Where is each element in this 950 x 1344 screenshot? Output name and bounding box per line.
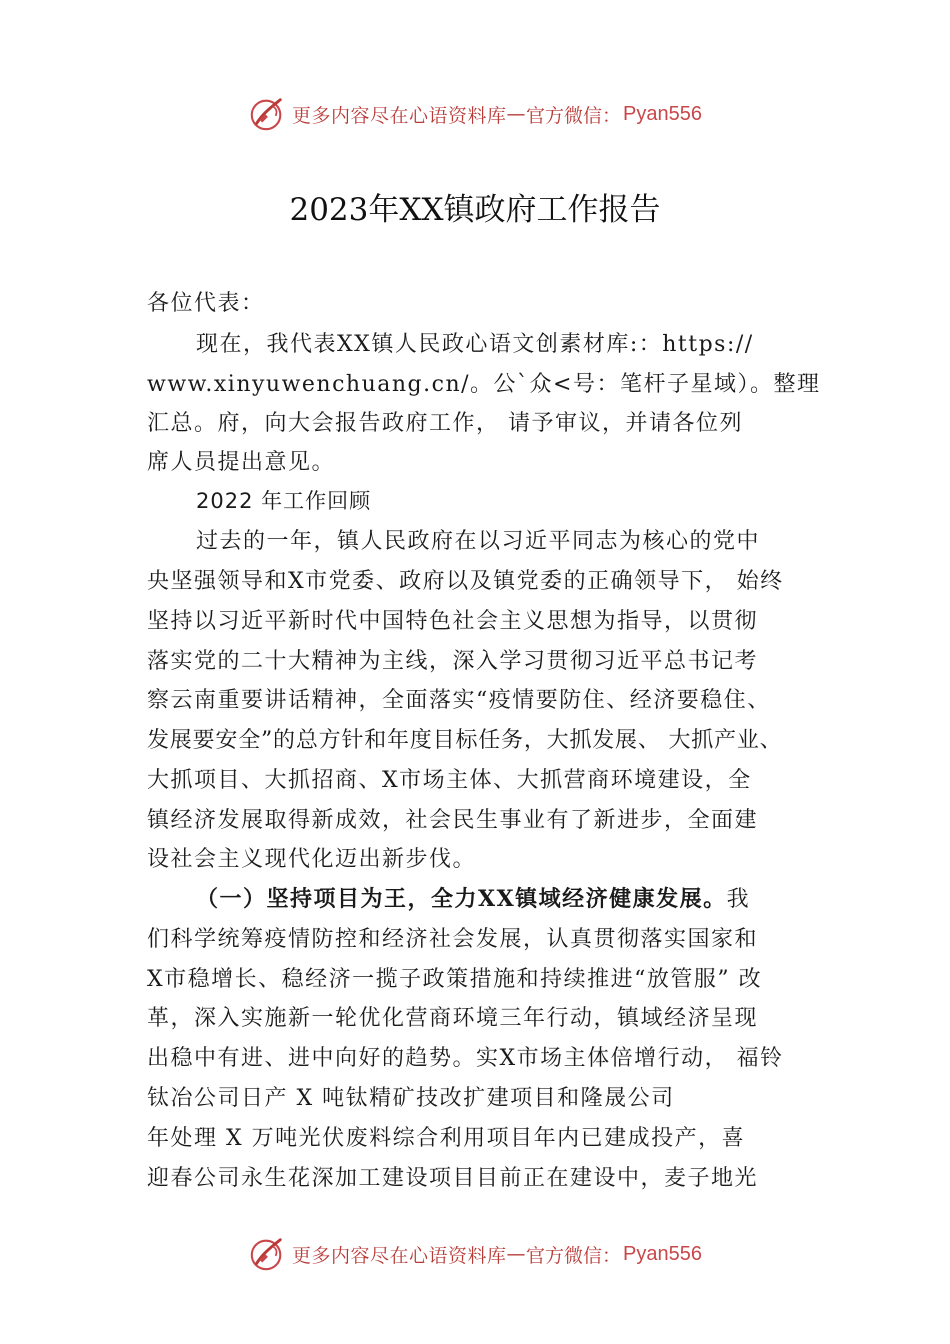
- body-line: 们科学统筹疫情防控和经济社会发展，认真贯彻落实国家和: [147, 927, 759, 952]
- section-heading: 2022 年工作回顾: [196, 489, 372, 513]
- banner-brand-text: 更多内容尽在心语资料库: [292, 104, 507, 127]
- body-line: 革，深入实施新一轮优化营商环境三年行动，镇域经济呈现: [147, 1006, 759, 1031]
- banner-wechat-id: Pyan556: [623, 102, 702, 125]
- body-line: 席人员提出意见。: [147, 450, 336, 475]
- header-banner: [0, 92, 950, 136]
- salutation: 各位代表：: [147, 291, 265, 316]
- body-line: 迎春公司永生花深加工建设项目目前正在建设中，麦子地光: [147, 1166, 759, 1191]
- document-title: 2023年XX镇政府工作报告: [289, 192, 661, 228]
- subsection-heading: （一）坚持项目为王，全力XX镇域经济健康发展。: [196, 886, 727, 912]
- body-line: 汇总。府，向大会报告政府工作， 请予审议，并请各位列: [147, 411, 743, 436]
- body-line: 设社会主义现代化迈出新步伐。: [147, 847, 477, 872]
- banner-separator: —: [506, 103, 527, 125]
- body-line: 过去的一年，镇人民政府在以习近平同志为核心的党中: [196, 529, 761, 554]
- banner-wechat-label: 官方微信：: [526, 104, 622, 127]
- body-line: www.xinyuwenchuang.cn/。公`众<号：笔杆子星域）。整理: [147, 372, 821, 397]
- subsection-tail: 我: [726, 887, 751, 912]
- body-line: 发展要安全”的总方针和年度目标任务，大抓发展、 大抓产业、: [147, 728, 783, 753]
- body-line: 年处理 X 万吨光伏废料综合利用项目年内已建成投产，喜: [147, 1126, 746, 1151]
- brush-logo-icon: [248, 1235, 286, 1273]
- subsection-line: [196, 882, 750, 913]
- body-line: 出稳中有进、进中向好的趋势。实X市场主体倍增行动， 福铃: [147, 1046, 784, 1071]
- body-line: 察云南重要讲话精神，全面落实“疫情要防住、经济要稳住、: [147, 688, 771, 713]
- body-line: 钛冶公司日产 X 吨钛精矿技改扩建项目和隆晟公司: [147, 1086, 675, 1111]
- body-line: 镇经济发展取得新成效，社会民生事业有了新进步，全面建: [147, 808, 759, 833]
- banner-wechat-label: 官方微信：: [526, 1244, 622, 1267]
- body-line: 大抓项目、大抓招商、X市场主体、大抓营商环境建设，全: [147, 768, 752, 793]
- body-line: X市稳增长、稳经济一揽子政策措施和持续推进“放管服” 改: [147, 967, 763, 992]
- body-line: 现在，我代表XX镇人民政心语文创素材库:：https://: [196, 332, 754, 357]
- body-line: 央坚强领导和X市党委、政府以及镇党委的正确领导下， 始终: [147, 569, 784, 594]
- banner-brand-text: 更多内容尽在心语资料库: [292, 1244, 507, 1267]
- footer-banner: [0, 1232, 950, 1276]
- brush-logo-icon: [248, 95, 286, 133]
- banner-wechat-id: Pyan556: [623, 1242, 702, 1265]
- body-line: 落实党的二十大精神为主线，深入学习贯彻习近平总书记考: [147, 649, 759, 674]
- body-line: 坚持以习近平新时代中国特色社会主义思想为指导，以贯彻: [147, 609, 759, 634]
- banner-separator: —: [506, 1243, 527, 1265]
